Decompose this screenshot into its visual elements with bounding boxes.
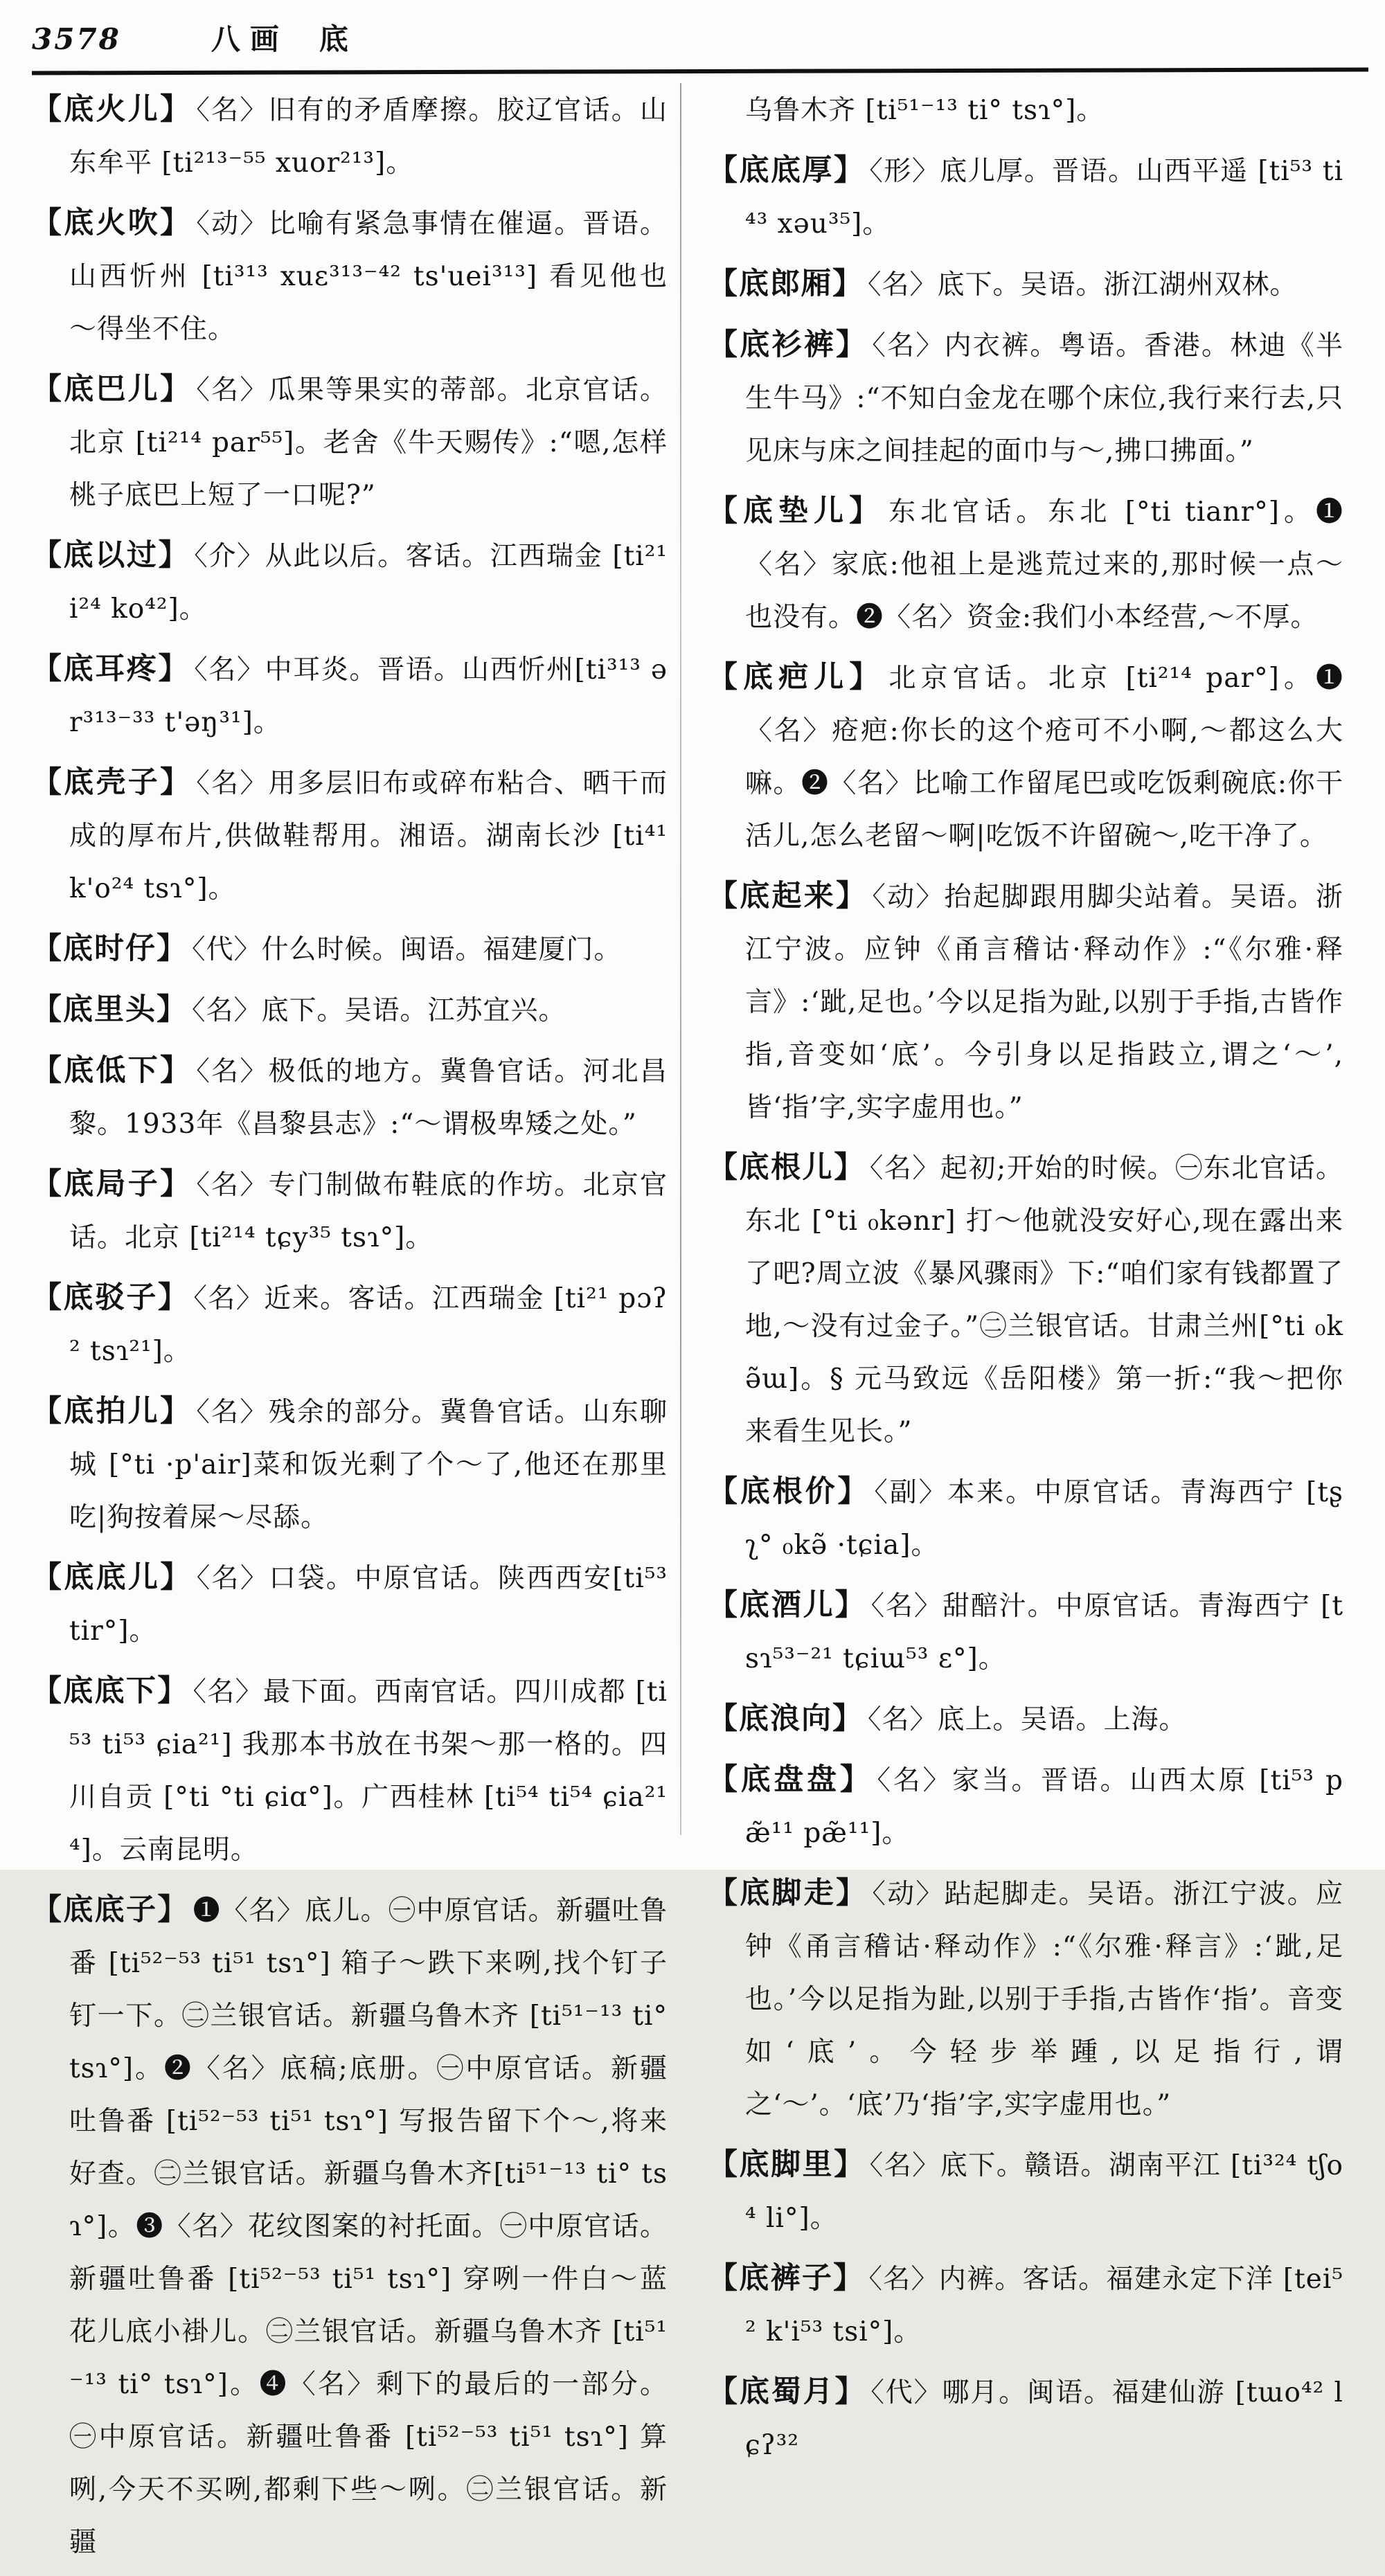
entry-headword: 【底脚里】 xyxy=(708,2147,866,2182)
entry-body: 〈名〉最下面。西南官话。四川成都 [ti⁵³ ti⁵³ ɕia²¹] 我那本书放在书架～那一格的。四川自贡 [°ti °ti ɕiɑ°]。广西桂林 [ti⁵⁴ ti⁵⁴ ɕia²¹⁴]。云南昆明。 xyxy=(69,1676,668,1866)
entry-body: 〈介〉从此以后。客话。江西瑞金 [ti²¹ i²⁴ ko⁴²]。 xyxy=(69,541,668,625)
entry xyxy=(708,870,1343,1134)
entry-body: 〈代〉什么时候。闽语。福建厦门。 xyxy=(192,934,622,965)
entry-body: 乌鲁木齐 [ti⁵¹⁻¹³ ti° tsɿ°]。 xyxy=(745,95,1105,126)
entry-headword: 【底根价】 xyxy=(708,1474,870,1509)
entry-headword: 【底局子】 xyxy=(32,1167,193,1201)
entry-body: 〈名〉瓜果等果实的蒂部。北京官话。北京 [ti²¹⁴ par⁵⁵]。老舍《牛天赐传》:“嗯,怎样桃子底巴上短了一口呢?” xyxy=(69,375,668,511)
entry-headword: 【底驳子】 xyxy=(32,1280,190,1315)
entry xyxy=(708,1753,1343,1860)
entry-headword: 【底里头】 xyxy=(32,992,188,1027)
entry-body: 〈名〉极低的地方。冀鲁官话。河北昌黎。1933年《昌黎县志》:“～谓极卑矮之处。” xyxy=(69,1056,668,1140)
entry-body: 〈名〉残余的部分。冀鲁官话。山东聊城 [°ti ·p'air]菜和饭光剩了个～了,他还在那里吃|狗按着屎～尽舔。 xyxy=(69,1397,668,1533)
entry-body: 〈名〉家当。晋语。山西太原 [ti⁵³ pæ̃¹¹ pæ̃¹¹]。 xyxy=(745,1765,1344,1849)
entry-headword: 【底火吹】 xyxy=(32,206,193,240)
entry xyxy=(32,1158,668,1264)
entry xyxy=(708,2138,1343,2245)
column-divider xyxy=(680,83,681,1835)
entry-headword: 【底巴儿】 xyxy=(32,372,193,406)
entry-headword: 【底垫儿】 xyxy=(708,494,885,528)
entry-body: 北京官话。北京 [ti²¹⁴ par°]。❶〈名〉疮疤:你长的这个疮可不小啊,～都这么大嘛。❷〈名〉比喻工作留尾巴或吃饭剩碗底:你干活儿,怎么老留～啊|吃饭不许留碗～,吃干净了。 xyxy=(745,663,1344,852)
entry xyxy=(708,651,1343,863)
entry-body: 〈名〉底上。吴语。上海。 xyxy=(868,1704,1187,1735)
entry-headword: 【底裤子】 xyxy=(708,2261,865,2296)
entry-headword: 【底根儿】 xyxy=(708,1150,866,1185)
entry xyxy=(32,983,668,1037)
entry xyxy=(32,922,668,976)
entry xyxy=(32,1884,668,2569)
entry-body: 〈名〉用多层旧布或碎布粘合、晒干而成的厚布片,供做鞋帮用。湘语。湖南长沙 [ti⁴¹ k'o²⁴ tsɿ°]。 xyxy=(69,768,668,904)
entry xyxy=(708,84,1343,137)
entry xyxy=(32,1385,668,1544)
entry xyxy=(32,83,668,190)
entry-body: 〈名〉底下。赣语。湖南平江 [ti³²⁴ tʃo⁴ li°]。 xyxy=(745,2150,1343,2234)
entry-body: 〈动〉跕起脚走。吴语。浙江宁波。应钟《甬言稽诂·释动作》:“《尔雅·释言》:‘跐,足也。’今以足指为趾,以别于手指,古皆作‘指’。音变如‘底’。今轻步举踵,以足指行,谓之‘～’。‘底’乃‘指’字,实字虚用也。” xyxy=(745,1879,1343,2120)
entry xyxy=(32,1551,668,1658)
entry-headword: 【底浪向】 xyxy=(708,1701,864,1736)
entry-body: 〈名〉内衣裤。粤语。香港。林迪《半生牛马》:“不知白金龙在哪个床位,我行来行去,只见床与床之间挂起的面巾与～,拂口拂面。” xyxy=(745,330,1343,467)
entry xyxy=(708,1692,1343,1746)
entry xyxy=(32,1665,668,1877)
entry-body: 〈名〉底下。吴语。浙江湖州双林。 xyxy=(868,269,1298,301)
entry-headword: 【底底下】 xyxy=(32,1674,189,1708)
entry xyxy=(32,643,668,749)
entry-body: 〈名〉口袋。中原官话。陕西西安[ti⁵³ tir°]。 xyxy=(69,1563,668,1647)
text-columns xyxy=(32,83,1373,2576)
entry xyxy=(708,1465,1343,1572)
entry xyxy=(708,319,1343,478)
entry-body: ❶〈名〉底儿。㊀中原官话。新疆吐鲁番 [ti⁵²⁻⁵³ ti⁵¹ tsɿ°] 箱子～跌下来咧,找个钉子钉一下。㊁兰银官话。新疆乌鲁木齐 [ti⁵¹⁻¹³ ti° tsɿ°]。❷〈名〉底稿;底册。㊀中原官话。新疆吐鲁番 [ti⁵²⁻⁵³ ti⁵¹ tsɿ°] 写报告留下个～,将来好查。㊁兰银官话。新疆乌鲁木齐[ti⁵¹⁻¹³ ti° tsɿ°]。❸〈名〉花纹图案的衬托面。㊀中原官话。新疆吐鲁番 [ti⁵²⁻⁵³ ti⁵¹ tsɿ°] 穿咧一件白～蓝花儿底小褂儿。㊁兰银官话。新疆乌鲁木齐 [ti⁵¹⁻¹³ ti° tsɿ°]。❹〈名〉剩下的最后的一部分。㊀中原官话。新疆吐鲁番 [ti⁵²⁻⁵³ ti⁵¹ tsɿ°] 算咧,今天不买咧,都剩下些～咧。㊁兰银官话。新疆 xyxy=(69,1895,668,2558)
entry-headword: 【底蜀月】 xyxy=(708,2374,867,2409)
entry-body: 〈名〉甜醅汁。中原官话。青海西宁 [tsɿ⁵³⁻²¹ tɕiɯ⁵³ ɛ°]。 xyxy=(745,1591,1343,1674)
entry-body: 〈副〉本来。中原官话。青海西宁 [tʂʅ° ₀kə̃ ·tɕia]。 xyxy=(745,1477,1344,1561)
entry xyxy=(708,144,1343,251)
page-header xyxy=(32,12,1373,66)
entry-headword: 【底底厚】 xyxy=(708,153,866,188)
entry-headword: 【底底子】 xyxy=(32,1893,189,1927)
entry-body: 〈名〉底下。吴语。江苏宜兴。 xyxy=(192,995,566,1026)
entry xyxy=(708,485,1343,644)
entry xyxy=(32,529,668,636)
entry-body: 〈形〉底儿厚。晋语。山西平遥 [ti⁵³ ti⁴³ xəu³⁵]。 xyxy=(745,156,1344,240)
header-rule xyxy=(32,67,1368,75)
entry xyxy=(32,363,668,522)
entry xyxy=(708,2252,1343,2359)
entry-headword: 【底衫裤】 xyxy=(708,328,868,362)
entry-body: 〈名〉旧有的矛盾摩擦。胶辽官话。山东牟平 [ti²¹³⁻⁵⁵ xuor²¹³]。 xyxy=(69,95,668,179)
entry-headword: 【底时仔】 xyxy=(32,931,188,966)
entry-headword: 【底以过】 xyxy=(32,538,190,573)
entry-headword: 【底脚走】 xyxy=(708,1876,868,1911)
entry xyxy=(32,1271,668,1378)
entry-headword: 【底火儿】 xyxy=(32,92,193,127)
entry-headword: 【底耳疼】 xyxy=(32,652,190,686)
entry xyxy=(708,1141,1343,1458)
entry-body: 〈名〉近来。客话。江西瑞金 [ti²¹ pɔʔ² tsɿ²¹]。 xyxy=(69,1283,668,1367)
entry-headword: 【底壳子】 xyxy=(32,765,193,800)
entry-headword: 【底疤儿】 xyxy=(708,660,885,695)
entry-body: 东北官话。东北 [°ti tianr°]。❶〈名〉家底:他祖上是逃荒过来的,那时候一点～也没有。❷〈名〉资金:我们小本经营,～不厚。 xyxy=(745,497,1344,633)
entry-headword: 【底底儿】 xyxy=(32,1560,193,1595)
entry-headword: 【底酒儿】 xyxy=(708,1588,867,1622)
entry xyxy=(708,258,1343,312)
radical-stroke-section: 八画 xyxy=(211,22,289,56)
entry-body: 〈名〉起初;开始的时候。㊀东北官话。东北 [°ti ₀kənr] 打～他就没安好心,现在露出来了吧?周立波《暴风骤雨》下:“咱们家有钱都置了地,～没有过金子。”㊁兰银官话。甘肃兰州[°ti ₀kə̃ɯ]。§ 元马致远《岳阳楼》第一折:“我～把你来看生见长。” xyxy=(745,1153,1344,1447)
right-column xyxy=(708,83,1343,2479)
entry-headword: 【底拍儿】 xyxy=(32,1394,193,1429)
left-column xyxy=(32,83,668,2576)
head-character: 底 xyxy=(319,22,348,56)
entry xyxy=(708,2365,1343,2472)
entry xyxy=(708,1867,1343,2131)
entry xyxy=(32,197,668,356)
entry-body: 〈动〉比喻有紧急事情在催逼。晋语。山西忻州 [ti³¹³ xuɛ³¹³⁻⁴² ts'uei³¹³] 看见他也～得坐不住。 xyxy=(69,208,668,345)
entry-headword: 【底郎厢】 xyxy=(708,267,864,301)
entry-body: 〈名〉中耳炎。晋语。山西忻州[ti³¹³ ər³¹³⁻³³ t'əŋ³¹]。 xyxy=(69,654,668,738)
page-number: 3578 xyxy=(32,22,121,56)
entry xyxy=(708,1579,1343,1685)
entry-headword: 【底盘盘】 xyxy=(708,1762,873,1797)
entry xyxy=(32,1044,668,1151)
entry-headword: 【底低下】 xyxy=(32,1053,193,1088)
entry-headword: 【底起来】 xyxy=(708,879,868,913)
entry-body: 〈名〉内裤。客话。福建永定下洋 [tei⁵² k'i⁵³ tsi°]。 xyxy=(745,2264,1343,2347)
entry-body: 〈代〉哪月。闽语。福建仙游 [tɯo⁴² lɕʔ³² xyxy=(745,2377,1343,2461)
entry-body: 〈动〉抬起脚跟用脚尖站着。吴语。浙江宁波。应钟《甬言稽诂·释动作》:“《尔雅·释言》:‘跐,足也。’今以足指为趾,以别于手指,古皆作指,音变如‘底’。今引身以足指跂立,谓之‘～’,皆‘指’字,实字虚用也。” xyxy=(745,882,1343,1123)
entry-body: 〈名〉专门制做布鞋底的作坊。北京官话。北京 [ti²¹⁴ tɕy³⁵ tsɿ°]。 xyxy=(69,1170,668,1253)
entry xyxy=(32,756,668,915)
